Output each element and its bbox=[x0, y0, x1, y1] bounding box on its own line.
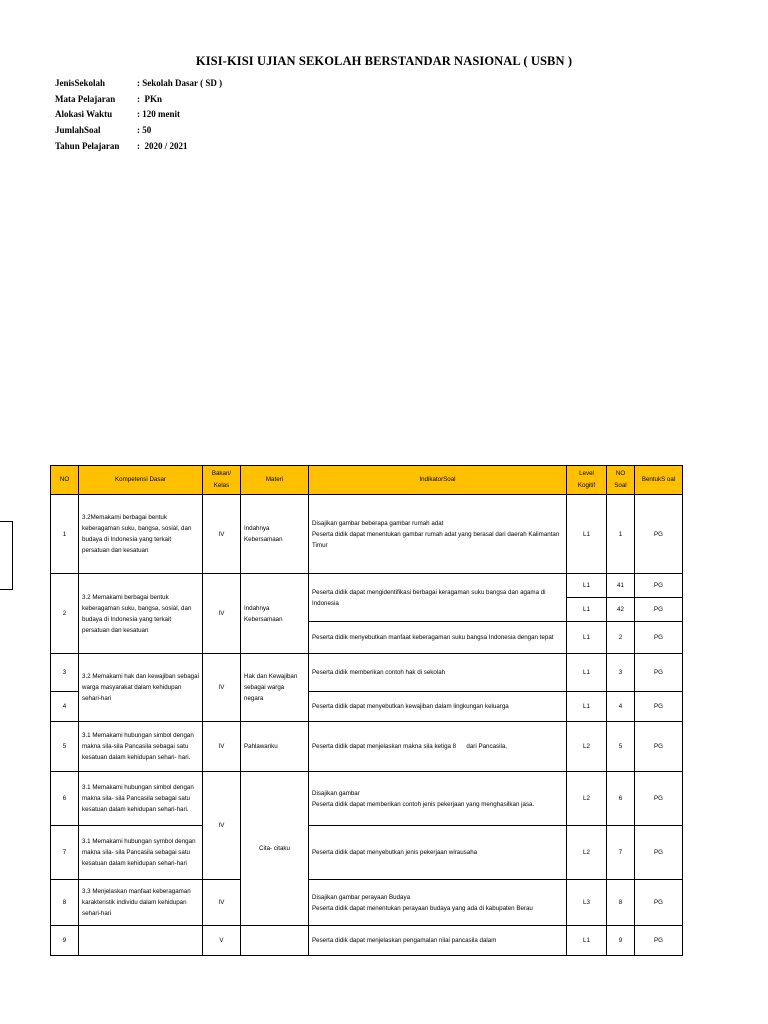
cell-soal: 5 bbox=[607, 722, 635, 772]
table-row bbox=[51, 574, 683, 598]
cell-bentuk: PG bbox=[635, 926, 683, 956]
cell-no: 8 bbox=[51, 880, 79, 926]
cell-soal: 7 bbox=[607, 826, 635, 880]
cell-level: L1 bbox=[567, 574, 607, 598]
cell-level: L1 bbox=[567, 495, 607, 574]
cell-indikator: Peserta didik memberikan contoh hak di sekolah bbox=[309, 654, 567, 692]
cell-no: 3 bbox=[51, 654, 79, 692]
document-title: KISI-KISI UJIAN SEKOLAH BERSTANDAR NASIONAL ( USBN ) bbox=[195, 54, 573, 68]
cell-kd: 3.2Memakami berbagai bentuk keberagaman suku, bangsa, sosial, dan budaya di Indonesia yang terkait persatuan dan kesatuan bbox=[79, 495, 203, 574]
cell-kd: 3.2 Memakami hak dan kewajiban sebagai warga masyarakat dalam kehidupan sehari-hari bbox=[79, 654, 203, 722]
table-row bbox=[51, 880, 683, 926]
cell-kd: 3.1 Memakami hubungan simbol dengan makna sila- sila Pancasila sebagai satu kesatuan dalam kehidupan sehari-hari. bbox=[79, 772, 203, 826]
cell-level: L1 bbox=[567, 926, 607, 956]
cell-bab: IV bbox=[203, 654, 241, 722]
table-row bbox=[51, 826, 683, 880]
cell-bab: V bbox=[203, 926, 241, 956]
cell-soal: 42 bbox=[607, 598, 635, 622]
cell-materi: Indahnya Kebersamaan bbox=[241, 574, 309, 654]
cell-indikator: Peserta didik dapat mengidentifikasi berbagai keragaman suku bangsa dan agama di Indonesia bbox=[309, 574, 567, 622]
cell-soal: 9 bbox=[607, 926, 635, 956]
table-row bbox=[51, 722, 683, 772]
meta-label: JumlahSoal bbox=[55, 125, 101, 136]
cell-bentuk: PG bbox=[635, 692, 683, 722]
cell-bentuk: PG bbox=[635, 772, 683, 826]
cell-soal: 8 bbox=[607, 880, 635, 926]
cell-bentuk: PG bbox=[635, 574, 683, 598]
cell-indikator: Peserta didik dapat menjelaskan makna sila ketiga 8 dari Pancasila, bbox=[309, 722, 567, 772]
cell-materi: Indahnya Kebersamaan bbox=[241, 495, 309, 574]
cell-no: 7 bbox=[51, 826, 79, 880]
cell-no: 6 bbox=[51, 772, 79, 826]
cell-indikator: Peserta didik dapat menyebutkan kewajiban dalam lingkungan keluarga bbox=[309, 692, 567, 722]
header-kd: Kompetensi Dasar bbox=[79, 466, 203, 495]
cell-bab: IV bbox=[203, 574, 241, 654]
cell-bentuk: PG bbox=[635, 826, 683, 880]
cell-no: 4 bbox=[51, 692, 79, 722]
cell-bentuk: PG bbox=[635, 495, 683, 574]
cell-indikator: Peserta didik dapat menyebutkan jenis pekerjaan wirausaha bbox=[309, 826, 567, 880]
header-bab: Bakan/ Kelas bbox=[203, 466, 241, 495]
cell-materi: Hak dan Kewajiban sebagai warga negara bbox=[241, 654, 309, 722]
cell-level: L1 bbox=[567, 598, 607, 622]
meta-label: JenisSekolah bbox=[55, 77, 106, 88]
cell-materi: Cita- citaku bbox=[241, 772, 309, 926]
meta-value: : 120 menit bbox=[137, 109, 180, 120]
cell-no: 5 bbox=[51, 722, 79, 772]
cell-level: L1 bbox=[567, 622, 607, 654]
cell-soal: 41 bbox=[607, 574, 635, 598]
cell-bentuk: PG bbox=[635, 654, 683, 692]
cell-indikator: Peserta didik menyebutkan manfaat keberagaman suku bangsa Indonesia dengan tepat bbox=[309, 622, 567, 654]
header-no: NO bbox=[51, 466, 79, 495]
cell-level: L2 bbox=[567, 826, 607, 880]
cell-soal: 6 bbox=[607, 772, 635, 826]
cell-kd: 3.1 Memakami hubungan simbol dengan makna sila-sila Pancasila sebagai satu kesatuan dalam kehidupan sehari- hari. bbox=[79, 722, 203, 772]
cell-materi: Pahlawanku bbox=[241, 722, 309, 772]
cell-kd: 3.2 Memakami berbagai bentuk keberagaman suku, bangsa, sosial, dan budaya di Indonesia yang terkait persatuan dan kesatuan bbox=[79, 574, 203, 654]
cell-level: L2 bbox=[567, 722, 607, 772]
header-level: Level Kogitif bbox=[567, 466, 607, 495]
cell-indikator: Disajikan gambar perayaan Budaya Peserta didik dapat menentukan perayaan budaya yang ada di kabupaten Berau bbox=[309, 880, 567, 926]
cell-level: L1 bbox=[567, 654, 607, 692]
cell-bentuk: PG bbox=[635, 880, 683, 926]
cell-bab: IV bbox=[203, 722, 241, 772]
meta-value: : 50 bbox=[137, 125, 152, 136]
cell-kd: 3.1 Memakami hubungan symbol dengan makna sila- sila Pancasila sebagai satu kesatuan dalam kehidupan sehari-hari bbox=[79, 826, 203, 880]
meta-value: : PKn bbox=[137, 93, 163, 104]
header-bentuk: BentukS oal bbox=[635, 466, 683, 495]
meta-label: Mata Pelajaran bbox=[55, 93, 116, 104]
meta-value: : Sekolah Dasar ( SD ) bbox=[137, 77, 223, 88]
cell-soal: 2 bbox=[607, 622, 635, 654]
cell-soal: 1 bbox=[607, 495, 635, 574]
cell-level: L3 bbox=[567, 880, 607, 926]
cell-bentuk: PG bbox=[635, 622, 683, 654]
table-row bbox=[51, 654, 683, 692]
header-materi: Materi bbox=[241, 466, 309, 495]
cell-no: 9 bbox=[51, 926, 79, 956]
table-header-row bbox=[51, 466, 683, 495]
meta-label: Alokasi Waktu bbox=[55, 109, 113, 120]
cell-kd: 3.3 Menjelaskan manfaat keberagaman karakteristik individu dalam kehidupan sehari-hari bbox=[79, 880, 203, 926]
cell-bentuk: PG bbox=[635, 722, 683, 772]
table-row bbox=[51, 772, 683, 826]
cell-bab: IV bbox=[203, 772, 241, 880]
cell-bentuk: PG bbox=[635, 598, 683, 622]
cell-materi bbox=[241, 926, 309, 956]
cell-soal: 4 bbox=[607, 692, 635, 722]
cell-bab: IV bbox=[203, 495, 241, 574]
meta-value: : 2020 / 2021 bbox=[137, 141, 188, 152]
cell-indikator: Disajikan gambar beberapa gambar rumah adat Peserta didik dapat menentukan gambar rumah adat yang berasal dari daerah Kalimantan Timur bbox=[309, 495, 567, 574]
cell-indikator: Disajikan gambar Peserta didik dapat memberikan contoh jenis pekerjaan yang menghasilkan jasa. bbox=[309, 772, 567, 826]
cell-soal: 3 bbox=[607, 654, 635, 692]
header-no-soal: NO Soal bbox=[607, 466, 635, 495]
cell-no: 2 bbox=[51, 574, 79, 654]
cell-level: L2 bbox=[567, 772, 607, 826]
table-row bbox=[51, 495, 683, 574]
cell-indikator: Peserta didik dapat menjelaskan pengamalan nilai pancasila dalam bbox=[309, 926, 567, 956]
table-row bbox=[51, 926, 683, 956]
meta-label: Tahun Pelajaran bbox=[55, 141, 120, 152]
header-indikator: IndikatorSoal bbox=[309, 466, 567, 495]
cell-kd bbox=[79, 926, 203, 956]
cell-no: 1 bbox=[51, 495, 79, 574]
kisi-table bbox=[50, 465, 683, 956]
cell-bab: IV bbox=[203, 880, 241, 926]
cell-level: L1 bbox=[567, 692, 607, 722]
